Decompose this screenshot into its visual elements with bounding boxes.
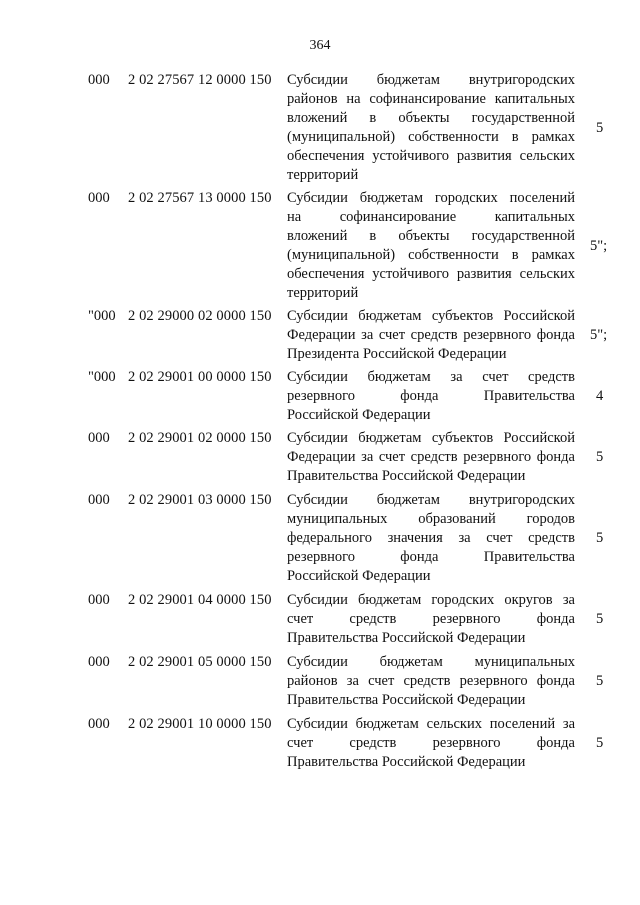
description-line: (муниципальной) собственности в рамках [287,247,575,263]
classification-code: 2 02 27567 12 0000 150 [128,72,272,88]
description-line: Правительства Российской Федерации [287,468,526,484]
description-line: территорий [287,285,359,301]
classification-code: 2 02 29001 02 0000 150 [128,430,272,446]
description [287,715,575,772]
classification-code: 2 02 29001 10 0000 150 [128,716,272,732]
description-line: Российской Федерации [287,407,431,423]
admin-code: "000 [88,308,116,324]
description [287,368,575,425]
column-number: 5 [596,449,604,465]
admin-code: "000 [88,369,116,385]
description-line: вложений в объекты государственной [287,228,575,244]
table-row [0,71,640,185]
description-line: районов за счет средств резервного фонда [287,673,575,689]
description-line: обеспечения устойчивого развития сельских [287,266,575,282]
classification-code: 2 02 29001 03 0000 150 [128,492,272,508]
description-line: муниципальных образований городов [287,511,575,527]
description-line: обеспечения устойчивого развития сельских [287,148,575,164]
table-row [0,715,640,772]
classification-code: 2 02 29001 04 0000 150 [128,592,272,608]
column-number: 5 [596,735,604,751]
description-line: Субсидии бюджетам городских округов за [287,592,575,608]
admin-code: 000 [88,430,110,446]
description-line: Субсидии бюджетам за счет средств [287,369,575,385]
description [287,653,575,710]
description [287,71,575,185]
description [287,591,575,648]
classification-code: 2 02 27567 13 0000 150 [128,190,272,206]
description-line: Правительства Российской Федерации [287,630,526,646]
page-number: 364 [309,38,331,53]
admin-code: 000 [88,72,110,88]
description-line: Российской Федерации [287,568,431,584]
description-line: федерального значения за счет средств [287,530,575,546]
column-number: 5 [596,673,604,689]
column-number: 5"; [590,237,608,254]
classification-code: 2 02 29001 05 0000 150 [128,654,272,670]
table-row [0,307,640,364]
classification-code: 2 02 29000 02 0000 150 [128,308,272,324]
description-line: Федерации за счет средств резервного фонда [287,449,575,465]
description-line: на софинансирование капитальных [287,209,575,225]
description-line: Правительства Российской Федерации [287,754,526,770]
table-row [0,653,640,710]
column-number: 5"; [590,327,608,343]
classification-code: 2 02 29001 00 0000 150 [128,369,272,385]
description-line: Субсидии бюджетам субъектов Российской [287,308,575,324]
description-line: Правительства Российской Федерации [287,692,526,708]
description-line: Субсидии бюджетам сельских поселений за [287,716,575,732]
column-number: 4 [596,388,604,404]
description-line: (муниципальной) собственности в рамках [287,129,575,145]
table-row [0,429,640,486]
description-line: Федерации за счет средств резервного фонда [287,327,575,343]
column-number: 5 [596,530,604,546]
description-line: Субсидии бюджетам субъектов Российской [287,430,575,446]
description [287,307,575,364]
table-row [0,368,640,425]
description [287,189,575,303]
description-line: районов на софинансирование капитальных [287,91,575,107]
description-line: Субсидии бюджетам внутригородских [287,72,575,88]
description-line: территорий [287,167,359,183]
table-row [0,491,640,586]
table-row [0,189,640,303]
description [287,429,575,486]
description-line: Субсидии бюджетам внутригородских [287,492,575,508]
table-row [0,591,640,648]
admin-code: 000 [88,654,110,670]
description-line: резервного фонда Правительства [287,388,575,404]
column-number: 5 [596,119,604,136]
admin-code: 000 [88,716,110,732]
description-line: Субсидии бюджетам муниципальных [287,654,575,670]
description-line: Субсидии бюджетам городских поселений [287,190,575,206]
description [287,491,575,586]
description-line: счет средств резервного фонда [287,735,575,751]
admin-code: 000 [88,190,110,206]
column-number: 5 [596,611,604,627]
admin-code: 000 [88,592,110,608]
description-line: вложений в объекты государственной [287,110,575,126]
description-line: Президента Российской Федерации [287,346,507,362]
admin-code: 000 [88,492,110,508]
description-line: счет средств резервного фонда [287,611,575,627]
description-line: резервного фонда Правительства [287,549,575,565]
